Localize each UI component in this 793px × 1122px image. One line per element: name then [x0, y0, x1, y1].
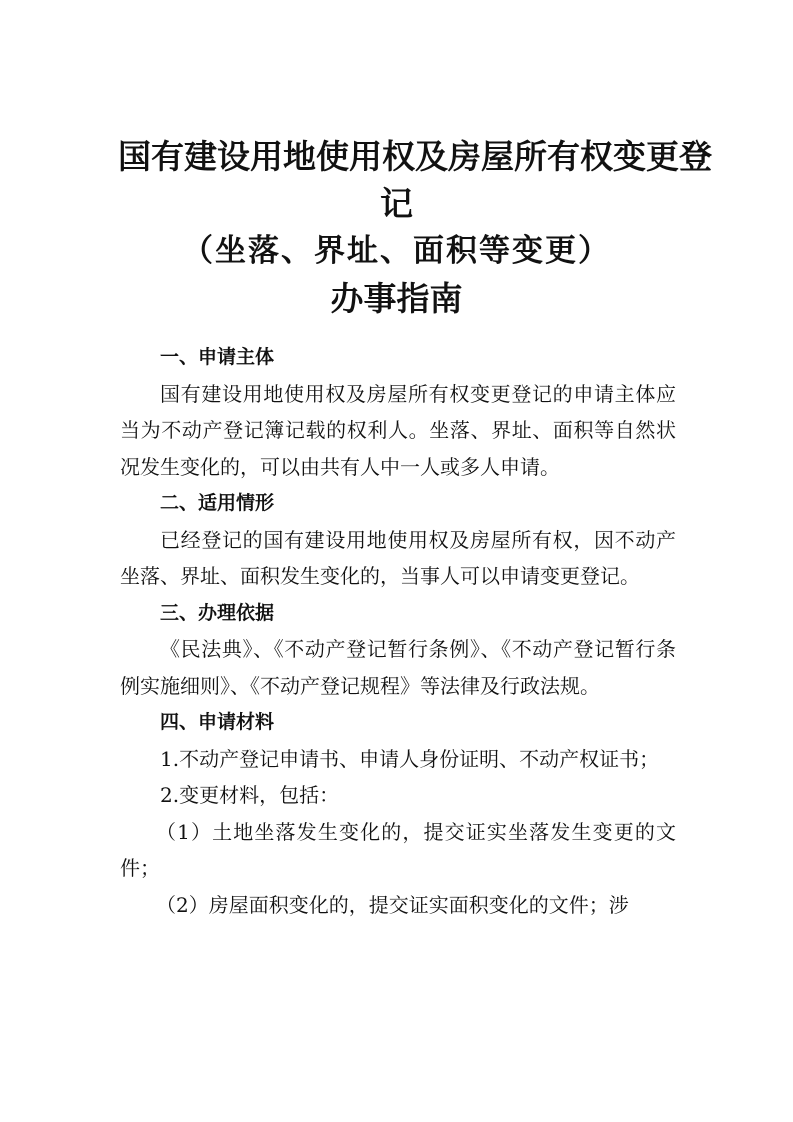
- section-paragraph-applicant: 国有建设用地使用权及房屋所有权变更登记的申请主体应当为不动产登记簿记载的权利人。坐落、界址、面积等自然状况发生变化的，可以由共有人中一人或多人申请。: [120, 381, 676, 479]
- title-line-3: （坐落、界址、面积等变更）: [182, 233, 611, 269]
- section-paragraph-scope: 已经登记的国有建设用地使用权及房屋所有权，因不动产坐落、界址、面积发生变化的，当事人可以申请变更登记。: [120, 527, 676, 588]
- materials-item-2: 2.变更材料，包括：: [160, 783, 340, 807]
- title-line-1: 国有建设用地使用权及房屋所有权变更登: [118, 137, 712, 176]
- materials-subitem-1: （1）土地坐落发生变化的，提交证实坐落发生变更的文件；: [120, 819, 676, 880]
- materials-subitem-2: （2）房屋面积变化的，提交证实面积变化的文件；涉: [156, 892, 629, 917]
- section-heading-applicant: 一、申请主体: [160, 346, 275, 368]
- section-paragraph-basis: 《民法典》、《不动产登记暂行条例》、《不动产登记暂行条例实施细则》、《不动产登记规程》等法律及行政法规。: [120, 637, 676, 698]
- section-heading-scope: 二、适用情形: [160, 492, 275, 514]
- section-heading-materials: 四、申请材料: [160, 711, 275, 733]
- title-line-2: 记: [380, 184, 413, 223]
- title-line-4: 办事指南: [330, 279, 463, 318]
- document-body: [120, 339, 676, 923]
- section-heading-basis: 三、办理依据: [160, 601, 275, 624]
- materials-item-1: 1.不动产登记申请书、申请人身份证明、不动产权证书；: [160, 746, 660, 771]
- document-title: [118, 133, 712, 322]
